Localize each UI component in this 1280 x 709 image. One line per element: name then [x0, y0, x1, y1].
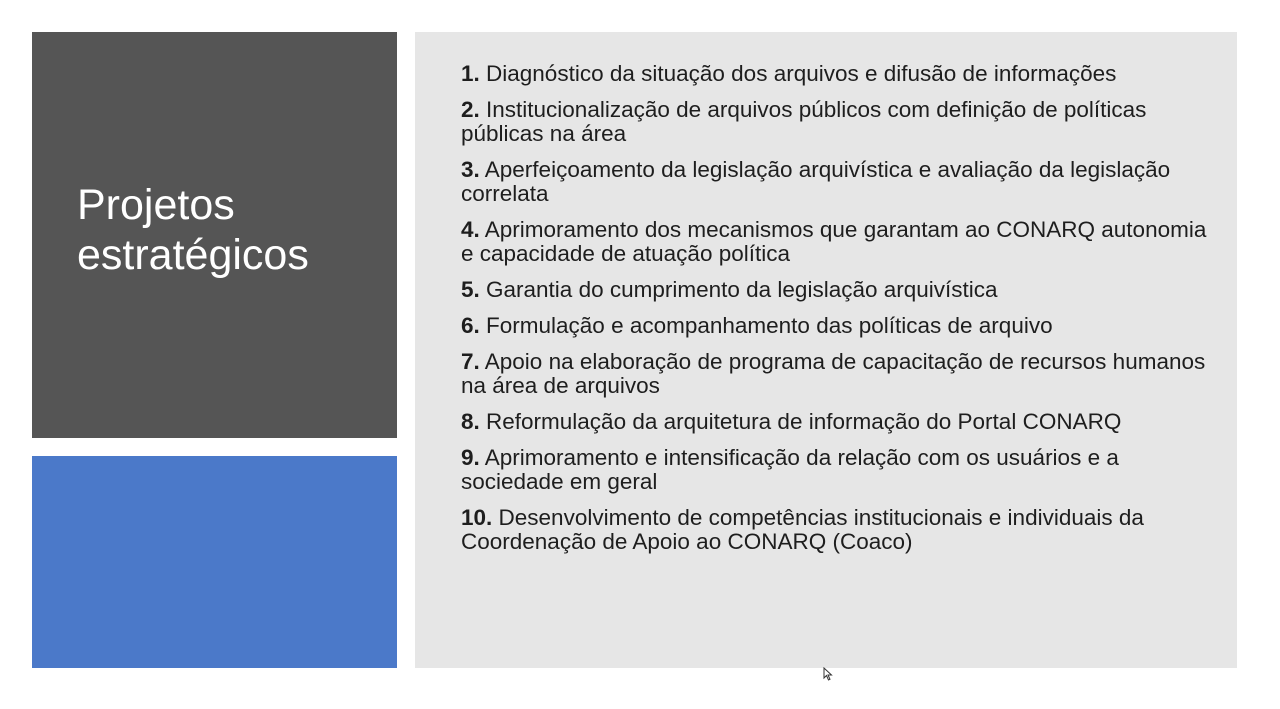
list-item — [461, 446, 1221, 494]
item-text: Desenvolvimento de competências institucionais e individuais da Coordenação de Apoio ao CONARQ (Coaco) — [461, 505, 1144, 554]
item-text: Diagnóstico da situação dos arquivos e difusão de informações — [479, 61, 1117, 86]
list-item — [461, 410, 1221, 434]
item-number: 1. — [461, 61, 480, 86]
content-panel — [415, 32, 1237, 668]
item-number: 4. — [461, 217, 480, 242]
item-text: Aprimoramento dos mecanismos que garantam ao CONARQ autonomia e capacidade de atuação política — [461, 217, 1207, 266]
mouse-pointer-icon — [823, 667, 833, 681]
list-item — [461, 62, 1221, 86]
item-text: Formulação e acompanhamento das políticas de arquivo — [479, 313, 1053, 338]
list-item — [461, 158, 1221, 206]
list-item — [461, 314, 1221, 338]
item-number: 7. — [461, 349, 480, 374]
item-number: 6. — [461, 313, 480, 338]
list-item — [461, 98, 1221, 146]
item-number: 8. — [461, 409, 480, 434]
projects-list — [461, 62, 1221, 566]
item-text: Aperfeiçoamento da legislação arquivística e avaliação da legislação correlata — [461, 157, 1171, 206]
item-number: 2. — [461, 97, 480, 122]
slide-title: Projetos estratégicos — [77, 181, 309, 279]
item-number: 10. — [461, 505, 493, 530]
accent-panel — [32, 456, 397, 668]
list-item — [461, 350, 1221, 398]
item-number: 9. — [461, 445, 480, 470]
item-number: 5. — [461, 277, 480, 302]
item-text: Apoio na elaboração de programa de capacitação de recursos humanos na área de arquivos — [461, 349, 1206, 398]
list-item — [461, 218, 1221, 266]
item-text: Aprimoramento e intensificação da relação com os usuários e a sociedade em geral — [461, 445, 1119, 494]
item-text: Reformulação da arquitetura de informação do Portal CONARQ — [479, 409, 1122, 434]
list-item — [461, 278, 1221, 302]
item-text: Institucionalização de arquivos públicos com definição de políticas públicas na área — [461, 97, 1147, 146]
item-number: 3. — [461, 157, 480, 182]
list-item — [461, 506, 1221, 554]
item-text: Garantia do cumprimento da legislação arquivística — [479, 277, 998, 302]
title-panel — [32, 32, 397, 438]
